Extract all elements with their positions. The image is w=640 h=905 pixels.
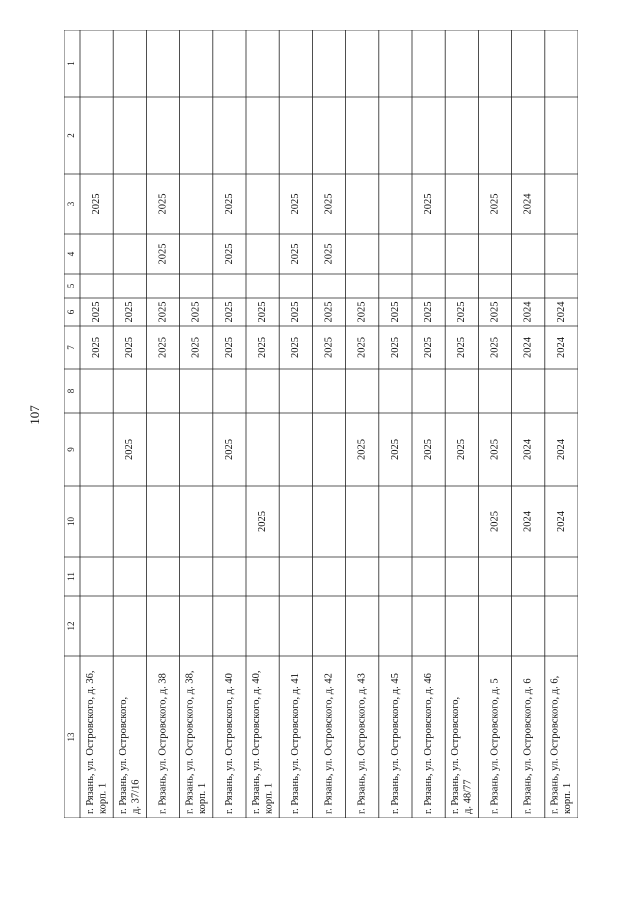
year-cell-col-4: 2025 <box>323 243 335 265</box>
year-cell-col-10: 2025 <box>489 511 501 532</box>
document-table <box>64 30 578 818</box>
year-cell-col-3: 2025 <box>323 193 335 215</box>
page-number-text: 107 <box>27 405 42 425</box>
year-cell-col-9: 2025 <box>223 439 235 460</box>
year-cell-col-9: 2025 <box>489 439 501 460</box>
column-header-13: 13 <box>66 732 77 742</box>
year-cell-col-7: 2024 <box>522 337 534 358</box>
column-header-2: 2 <box>66 133 77 138</box>
page-number <box>24 404 46 444</box>
column-header-7: 7 <box>66 345 77 350</box>
address-cell-line: г. Рязань, ул. Островского, д. 6 <box>522 678 534 814</box>
address-cell-line: г. Рязань, ул. Островского, д. 45 <box>389 673 401 814</box>
year-cell-col-7: 2025 <box>190 337 202 358</box>
year-cell-col-6: 2025 <box>257 301 269 323</box>
column-header-10: 10 <box>66 517 77 526</box>
year-cell-col-6: 2025 <box>356 301 368 323</box>
address-cell-line: г. Рязань, ул. Островского, <box>117 696 129 814</box>
column-header-9: 9 <box>66 447 77 452</box>
address-cell-line: г. Рязань, ул. Островского, д. 36, <box>84 670 96 814</box>
year-cell-col-3: 2025 <box>489 193 501 215</box>
address-cell-line: г. Рязань, ул. Островского, д. 41 <box>290 673 302 814</box>
year-cell-col-10: 2024 <box>555 511 567 532</box>
year-cell-col-7: 2025 <box>323 337 335 358</box>
column-header-6: 6 <box>66 309 77 315</box>
address-cell-line: г. Рязань, ул. Островского, д. 38 <box>157 673 169 814</box>
address-cell-line: корп. 1 <box>97 782 109 814</box>
year-cell-col-6: 2025 <box>190 301 202 323</box>
year-cell-col-6: 2025 <box>323 301 335 323</box>
year-cell-col-4: 2025 <box>157 243 169 265</box>
year-cell-col-10: 2024 <box>522 511 534 532</box>
address-cell-line: г. Рязань, ул. Островского, д. 46 <box>423 673 435 814</box>
year-cell-col-9: 2025 <box>423 439 435 460</box>
year-cell-col-6: 2025 <box>91 301 103 323</box>
column-header-11: 11 <box>66 572 77 581</box>
year-cell-col-7: 2025 <box>157 337 169 358</box>
year-cell-col-7: 2025 <box>223 337 235 358</box>
year-cell-col-3: 2024 <box>522 193 534 215</box>
year-cell-col-3: 2025 <box>423 193 435 215</box>
year-cell-col-7: 2025 <box>257 337 269 358</box>
address-cell-line: г. Рязань, ул. Островского, д. 43 <box>356 673 368 814</box>
year-cell-col-3: 2025 <box>223 193 235 215</box>
address-cell-line: корп. 1 <box>196 782 208 814</box>
address-cell-line: корп. 1 <box>263 782 275 814</box>
address-cell-line: г. Рязань, ул. Островского, д. 5 <box>489 678 501 814</box>
year-cell-col-6: 2024 <box>522 301 534 323</box>
year-cell-col-6: 2025 <box>290 301 302 323</box>
address-cell-line: д. 48/77 <box>462 779 474 814</box>
year-cell-col-9: 2024 <box>555 439 567 460</box>
year-cell-col-6: 2025 <box>223 301 235 323</box>
year-cell-col-9: 2025 <box>356 439 368 460</box>
address-cell-line: корп. 1 <box>562 782 574 814</box>
year-cell-col-7: 2025 <box>290 337 302 358</box>
table-grid <box>64 30 578 818</box>
year-cell-col-7: 2025 <box>489 337 501 358</box>
year-cell-col-7: 2024 <box>555 337 567 358</box>
year-cell-col-4: 2025 <box>223 243 235 265</box>
year-cell-col-6: 2025 <box>124 301 136 323</box>
year-cell-col-9: 2024 <box>522 439 534 460</box>
address-cell-line: г. Рязань, ул. Островского, д. 38, <box>184 670 196 814</box>
year-cell-col-6: 2025 <box>456 301 468 323</box>
year-cell-col-6: 2025 <box>489 301 501 323</box>
address-cell-line: г. Рязань, ул. Островского, <box>449 696 461 814</box>
year-cell-col-9: 2025 <box>389 439 401 460</box>
year-cell-col-7: 2025 <box>356 337 368 358</box>
year-cell-col-9: 2025 <box>456 439 468 460</box>
year-cell-col-6: 2025 <box>389 301 401 323</box>
year-cell-col-4: 2025 <box>290 243 302 265</box>
year-cell-col-3: 2025 <box>290 193 302 215</box>
year-cell-col-10: 2025 <box>257 511 269 532</box>
year-cell-col-6: 2025 <box>157 301 169 323</box>
year-cell-col-6: 2024 <box>555 301 567 323</box>
column-header-5: 5 <box>66 283 77 289</box>
year-cell-col-7: 2025 <box>456 337 468 358</box>
address-cell-line: г. Рязань, ул. Островского, д. 6, <box>549 675 561 814</box>
year-cell-col-3: 2025 <box>91 193 103 215</box>
column-header-12: 12 <box>66 621 77 631</box>
year-cell-col-7: 2025 <box>124 337 136 358</box>
column-header-1: 1 <box>66 61 77 66</box>
year-cell-col-7: 2025 <box>389 337 401 358</box>
year-cell-col-9: 2025 <box>124 439 136 460</box>
column-header-3: 3 <box>66 201 77 207</box>
column-header-8: 8 <box>66 388 77 394</box>
year-cell-col-7: 2025 <box>91 337 103 358</box>
year-cell-col-7: 2025 <box>423 337 435 358</box>
year-cell-col-6: 2025 <box>423 301 435 323</box>
address-cell-line: г. Рязань, ул. Островского, д. 40 <box>223 673 235 814</box>
address-cell-line: г. Рязань, ул. Островского, д. 42 <box>323 673 335 814</box>
address-cell-line: д. 37/16 <box>130 779 142 814</box>
year-cell-col-3: 2025 <box>157 193 169 215</box>
column-header-4: 4 <box>66 251 77 257</box>
address-cell-line: г. Рязань, ул. Островского, д. 40, <box>250 670 262 814</box>
